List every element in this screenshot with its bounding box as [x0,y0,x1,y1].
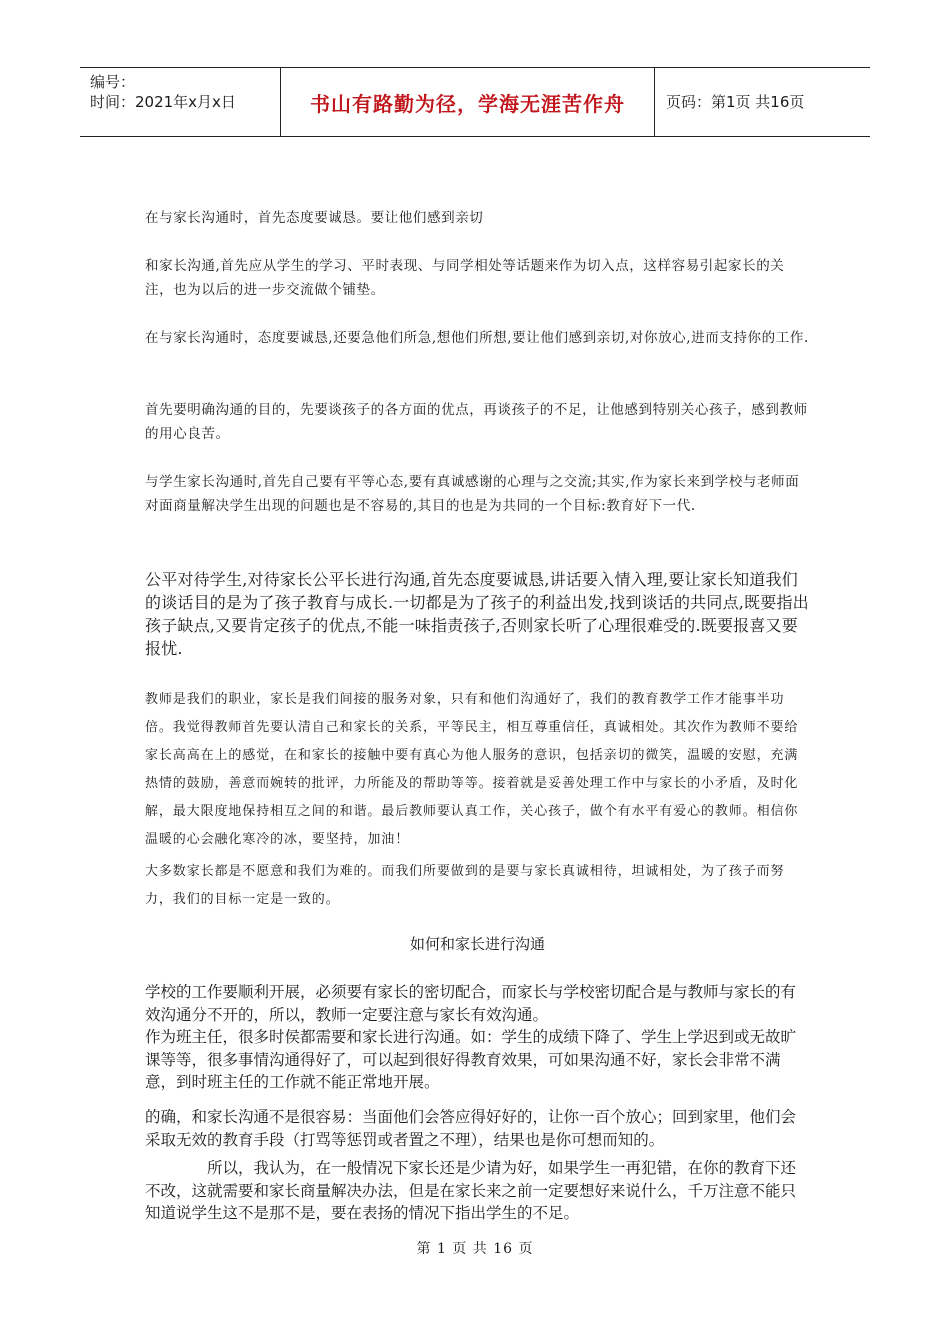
paragraph-6: 公平对待学生,对待家长公平长进行沟通,首先态度要诚恳,讲话要入情入理,要让家长知道我们的谈话目的是为了孩子教育与成长.一切都是为了孩子的利益出发,找到谈话的共同点,既要指出孩子缺点,又要肯定孩子的优点,不能一味指责孩子,否则家长听了心理很难受的.既要报喜又要报忧. [145,570,809,658]
paragraph-7: 教师是我们的职业，家长是我们间接的服务对象，只有和他们沟通好了，我们的教育教学工作才能事半功倍。我觉得教师首先要认清自己和家长的关系，平等民主，相互尊重信任，真诚相处。其次作为教师不要给家长高高在上的感觉，在和家长的接触中要有真心为他人服务的意识，包括亲切的微笑，温暖的安慰，充满热情的鼓励，善意而婉转的批评，力所能及的帮助等等。接着就是妥善处理工作中与家长的小矛盾，及时化解，最大限度地保持相互之间的和谐。最后教师要认真工作，关心孩子，做个有水平有爱心的教师。相信你温暖的心会融化寒冷的冰，要坚持，加油！ [145,692,799,847]
paragraph-9: 学校的工作要顺利开展，必须要有家长的密切配合，而家长与学校密切配合是与教师与家长的有效沟通分不开的，所以，教师一定要注意与家长有效沟通。 [145,983,797,1024]
paragraph-3: 在与家长沟通时，态度要诚恳,还要急他们所急,想他们所想,要让他们感到亲切,对你放心,进而支持你的工作. [145,330,809,346]
document-number-label: 编号： [90,73,136,91]
header-divider-right [654,68,655,136]
document-date: 时间：2021年x月x日 [90,93,236,111]
page-header [80,67,870,137]
paragraph-12: 所以，我认为，在一般情况下家长还是少请为好，如果学生一再犯错，在你的教育下还不改，这就需要和家长商量解决办法，但是在家长来之前一定要想好来说什么，千万注意不能只知道说学生这不是那不是，要在表扬的情况下指出学生的不足。 [145,1159,797,1222]
paragraph-5: 与学生家长沟通时,首先自己要有平等心态,要有真诚感谢的心理与之交流;其实,作为家长来到学校与老师面对面商量解决学生出现的问题也是不容易的,其目的也是为共同的一个目标:教育好下一代. [145,474,800,514]
header-page-info: 页码：第1页 共16页 [666,93,805,111]
paragraph-1: 在与家长沟通时，首先态度要诚恳。要让他们感到亲切 [145,210,484,226]
header-motto: 书山有路勤为径，学海无涯苦作舟 [310,91,625,116]
paragraph-8: 大多数家长都是不愿意和我们为难的。而我们所要做到的是要与家长真诚相待，坦诚相处，为了孩子而努力，我们的目标一定是一致的。 [145,864,785,907]
paragraph-10: 作为班主任，很多时侯都需要和家长进行沟通。如：学生的成绩下降了、学生上学迟到或无故旷课等等，很多事情沟通得好了，可以起到很好得教育效果，可如果沟通不好，家长会非常不满意，到时班主任的工作就不能正常地开展。 [145,1028,797,1091]
header-meta [80,68,280,136]
paragraph-4: 首先要明确沟通的目的，先要谈孩子的各方面的优点，再谈孩子的不足，让他感到特别关心孩子，感到教师的用心良苦。 [145,402,808,442]
page-footer: 第 1 页 共 16 页 [416,1241,534,1257]
section-title: 如何和家长进行沟通 [409,935,545,953]
paragraph-2: 和家长沟通,首先应从学生的学习、平时表现、与同学相处等话题来作为切入点，这样容易引起家长的关注，也为以后的进一步交流做个铺垫。 [145,258,785,298]
paragraph-11: 的确，和家长沟通不是很容易：当面他们会答应得好好的，让你一百个放心；回到家里，他们会采取无效的教育手段（打骂等惩罚或者置之不理），结果也是你可想而知的。 [145,1108,797,1149]
